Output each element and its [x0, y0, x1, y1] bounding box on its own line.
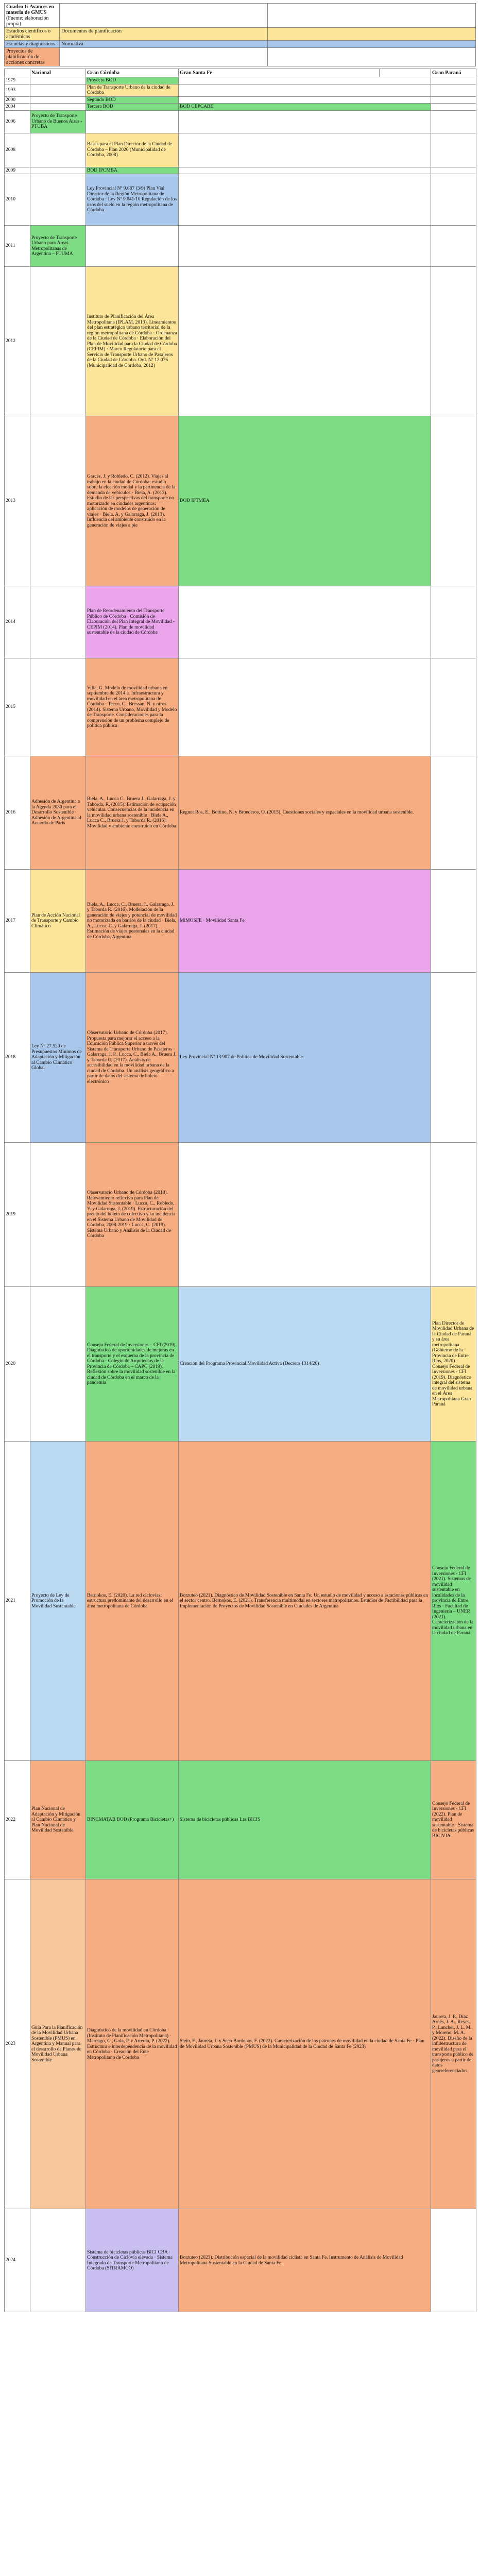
- year-cell: 2012: [5, 267, 30, 416]
- table-row: [5, 267, 476, 416]
- year-cell: 2021: [5, 1442, 30, 1761]
- parana-cell: [431, 174, 476, 226]
- nacional-cell: Guía Para la Planificación de la Movilidad Urbana Sostenible (PMUS) en Argentina y Manual para el desarrollo de Planes de Movilidad Urbana Sostenible: [30, 1879, 86, 2209]
- table-row: [5, 756, 476, 870]
- year-cell: 2009: [5, 167, 30, 174]
- parana-cell: [431, 2209, 476, 2312]
- parana-cell: [431, 77, 476, 84]
- table-row: [5, 1287, 476, 1442]
- nacional-cell: Ley Nº 27.520 de Presupuestos Mínimos de Adaptación y Mitigación al Cambio Climático Global: [30, 973, 86, 1143]
- nacional-cell: [30, 174, 86, 226]
- nacional-cell: Plan Nacional de Adaptación y Mitigación al Cambio Climático y Plan Nacional de Movilidad Sostenible: [30, 1761, 86, 1879]
- timeline-body: [5, 77, 476, 2312]
- santafe-cell: [179, 226, 431, 267]
- year-cell: 2024: [5, 2209, 30, 2312]
- table-row: [5, 1879, 476, 2209]
- santafe-cell: Borzuteo (2023). Distribución espacial de la movilidad ciclista en Santa Fe. Instrumento de Análisis de Movilidad Metropolitana Sustentable en la Ciudad de Santa Fe.: [179, 2209, 431, 2312]
- parana-cell: [431, 586, 476, 658]
- santafe-cell: [179, 167, 431, 174]
- cordoba-cell: [86, 110, 179, 133]
- legend-text: Documentos de planificación: [60, 28, 268, 41]
- table-row: [5, 1143, 476, 1287]
- parana-cell: Jaureta, J. P., Díaz Arnés, J. A., Reyes, P., Lanchet, J. L. M. y Moreno, M. A. (2022). Diseño de la infraestructura de movilidad para el transporte público de pasajeros a partir de datos georreferenciados: [431, 1879, 476, 2209]
- year-cell: 2010: [5, 174, 30, 226]
- parana-cell: [431, 84, 476, 96]
- legend-swatch: Proyectos de planificación de acciones concretas: [5, 48, 60, 66]
- table-row: [5, 973, 476, 1143]
- cordoba-cell: Instituto de Planificación del Área Metropolitana (IPLAM, 2013). Lineamientos del plan estratégico urbano territorial de la región metropolitana de Córdoba · Ordenanza de la Ciudad de Córdoba · Elaboración del Plan de Movilidad para la Ciudad de Córdoba (CEPIM) · Marco Regulatorio para el Servicio de Transporte Urbano de Pasajeros de la Ciudad de Córdoba. Ord. Nº 12.076 (Municipalidad de Córdoba, 2012): [86, 267, 179, 416]
- santafe-cell: Borzuteo (2021). Diagnóstico de Movilidad Sostenible en Santa Fe: Un estudio de movilidad y acceso a estaciones públicas en el sector centro. Bernokos, E. (2021). Transferencia multimodal en sectores metropolitanos. Estudios de Factibilidad para la Implementación de Proyectos de Movilidad Sostenible en Ciudades de Argentina: [179, 1442, 431, 1761]
- nacional-cell: Proyecto de Ley de Promoción de la Movilidad Sustentable: [30, 1442, 86, 1761]
- santafe-cell: BOD IPTMEA: [179, 416, 431, 586]
- year-cell: 1979: [5, 77, 30, 84]
- year-cell: 2014: [5, 586, 30, 658]
- parana-cell: [431, 416, 476, 586]
- santafe-cell: [179, 84, 431, 96]
- legend-swatch: Estudios científicos o académicos: [5, 28, 60, 41]
- cordoba-cell: Ley Provincial Nº 9.687 (3/9) Plan Vial Director de la Región Metropolitana de Córdoba · Ley Nº 9.841/10 Regulación de los usos del suelo en la región metropolitana de Córdoba: [86, 174, 179, 226]
- table-row: [5, 658, 476, 756]
- year-cell: 2017: [5, 870, 30, 973]
- cordoba-cell: Bernokos, E. (2020). La red ciclovías: estructura predominante del desarrollo en el área metropolitana de Córdoba: [86, 1442, 179, 1761]
- nacional-cell: [30, 104, 86, 111]
- table-caption: Cuadro 1: Avances en materia de GMUS: [6, 4, 54, 15]
- parana-cell: Consejo Federal de Inversiones - CFI (2021). Sistemas de movilidad sustentable en localidades de la provincia de Entre Ríos · Facultad de Ingeniería – UNER (2021). Caracterización de la movilidad urbana en la ciudad de Paraná: [431, 1442, 476, 1761]
- nacional-cell: Adhesión de Argentina a la Agenda 2030 para el Desarrollo Sostenible · Adhesión de Argentina al Acuerdo de París: [30, 756, 86, 870]
- nacional-cell: [30, 416, 86, 586]
- year-cell: 2023: [5, 1879, 30, 2209]
- santafe-cell: Stein, F., Jaureta, J. y Seco Bordenas, F. (2022). Caracterización de los patrones de movilidad en la ciudad de Santa Fe · Plan de Movilidad Urbana Sostenible (PMUS) de la Municipalidad de la Ciudad de Santa Fe (2023): [179, 1879, 431, 2209]
- caption-legend-table: [4, 3, 476, 66]
- cordoba-cell: Villa, G. Modelo de movilidad urbana en septiembre de 2014 a. Infraestructura y movilidad en el área metropolitana de Córdoba · Tecco, C., Bressan, N. y otros (2014). Sistema Urbano, Movilidad y Modelo de Transporte. Consideraciones para la comprensión de un problema complejo de política pública: [86, 658, 179, 756]
- legend-swatch: Escuelas y diagnósticos: [5, 41, 60, 48]
- nacional-cell: Proyecto de Transporte Urbano para Áreas Metropolitanas de Argentina – PTUMA: [30, 226, 86, 267]
- table-row: [5, 110, 476, 133]
- nacional-cell: Plan de Acción Nacional de Transporte y Cambio Climático: [30, 870, 86, 973]
- col-parana-header: Gran Paraná: [431, 69, 476, 77]
- cordoba-cell: Segundo BOD: [86, 96, 179, 104]
- year-cell: 2020: [5, 1287, 30, 1442]
- parana-cell: [431, 167, 476, 174]
- table-row: [5, 226, 476, 267]
- table-row: [5, 586, 476, 658]
- parana-cell: [431, 96, 476, 104]
- nacional-cell: [30, 586, 86, 658]
- nacional-cell: Proyecto de Transporte Urbano de Buenos Aires - PTUBA: [30, 110, 86, 133]
- parana-cell: [431, 756, 476, 870]
- table-row: [5, 1442, 476, 1761]
- year-cell: 2015: [5, 658, 30, 756]
- table-row: [5, 77, 476, 84]
- nacional-cell: [30, 96, 86, 104]
- parana-cell: [431, 226, 476, 267]
- nacional-cell: [30, 77, 86, 84]
- santafe-cell: BOD CEPCABE: [179, 104, 431, 111]
- cordoba-cell: Sistema de bicicletas públicas BICI CBA · Construcción de Ciclovía elevada · Sistema Integrado de Transporte Metropolitano de Córdoba (SITRAMCO): [86, 2209, 179, 2312]
- year-cell: 2016: [5, 756, 30, 870]
- year-cell: 2004: [5, 104, 30, 111]
- cordoba-cell: [86, 226, 179, 267]
- cordoba-cell: Plan de Transporte Urbano de la ciudad de Córdoba: [86, 84, 179, 96]
- table-row: [5, 1761, 476, 1879]
- nacional-cell: [30, 1143, 86, 1287]
- santafe-cell: Ley Provincial Nº 13.907 de Política de Movilidad Sustentable: [179, 973, 431, 1143]
- santafe-cell: [179, 267, 431, 416]
- parana-cell: [431, 104, 476, 111]
- cordoba-cell: Consejo Federal de Inversiones – CFI (2019). Diagnóstico de oportunidades de mejoras en el transporte y el esquema de la provincia de Córdoba · Colegio de Arquitectos de la Provincia de Córdoba – CAPC (2019). Reflexión sobre la movilidad sostenible en la ciudad de Córdoba en el marco de la pandemia: [86, 1287, 179, 1442]
- santafe-cell: Creación del Programa Provincial Movilidad Activa (Decreto 1314/20): [179, 1287, 431, 1442]
- year-cell: 2011: [5, 226, 30, 267]
- cordoba-cell: BOD IPCMBA: [86, 167, 179, 174]
- year-cell: 2000: [5, 96, 30, 104]
- table-row: [5, 84, 476, 96]
- year-cell: 2018: [5, 973, 30, 1143]
- santafe-cell: [179, 110, 431, 133]
- nacional-cell: [30, 267, 86, 416]
- nacional-cell: [30, 84, 86, 96]
- year-cell: 2006: [5, 110, 30, 133]
- parana-cell: [431, 110, 476, 133]
- col-nacional-header: Nacional: [30, 69, 86, 77]
- parana-cell: [431, 267, 476, 416]
- table-row: [5, 2209, 476, 2312]
- nacional-cell: [30, 133, 86, 167]
- santafe-cell: [179, 658, 431, 756]
- col-year-header: [5, 69, 30, 77]
- year-cell: 2008: [5, 133, 30, 167]
- parana-cell: [431, 973, 476, 1143]
- santafe-cell: [179, 174, 431, 226]
- cordoba-cell: Tercera BOD: [86, 104, 179, 111]
- nacional-cell: [30, 658, 86, 756]
- col-santafe-header: Gran Santa Fe: [179, 69, 380, 77]
- santafe-cell: Regnut Ros, E., Bottino, N. y Broederos, O. (2015). Cuestiones sociales y espaciales en la movilidad urbana sostenible.: [179, 756, 431, 870]
- parana-cell: Plan Director de Movilidad Urbana de la Ciudad de Paraná y su área metropolitana (Gobierno de la Provincia de Entre Ríos, 2020) · Consejo Federal de Inversiones - CFI (2019). Diagnóstico integral del sistema de movilidad urbana en el Área Metropolitana Gran Paraná: [431, 1287, 476, 1442]
- timeline-table: [4, 69, 476, 2312]
- year-cell: 2013: [5, 416, 30, 586]
- cordoba-cell: Diagnóstico de la movilidad en Córdoba (Instituto de Planificación Metropolitana) · Marengo, C., Gola, P. y Arreola, P. (2022). Estructura e interdependencia de la movilidad en Córdoba · Creación del Ente Metropolitano de Córdoba: [86, 1879, 179, 2209]
- santafe-cell: MiMOSFE · Movilidad Santa Fe: [179, 870, 431, 973]
- santafe-cell: [179, 1143, 431, 1287]
- santafe-cell: Sistema de bicicletas públicas Las BICIS: [179, 1761, 431, 1879]
- table-row: [5, 104, 476, 111]
- cordoba-cell: Bases para el Plan Director de la Ciudad de Córdoba – Plan 2020 (Municipalidad de Córdoba, 2008): [86, 133, 179, 167]
- table-source: (Fuente: elaboración propia): [6, 15, 49, 27]
- nacional-cell: [30, 2209, 86, 2312]
- header-row: [5, 69, 476, 77]
- legend-text: Normativa: [60, 41, 268, 48]
- table-row: [5, 174, 476, 226]
- table-row: [5, 96, 476, 104]
- table-row: [5, 167, 476, 174]
- table-row: [5, 133, 476, 167]
- cordoba-cell: BINCMATAB BOD (Programa Bicicletas+): [86, 1761, 179, 1879]
- parana-cell: [431, 1143, 476, 1287]
- year-cell: 1993: [5, 84, 30, 96]
- cordoba-cell: Biela, A., Lucca, C., Bruera, J., Galarraga, J. y Taborda R. (2016). Modelación de la generación de viajes y potencial de movilidad no motorizada en barrios de la ciudad · Biela, A., Lucca, C. y Galarraga, J. (2017). Estimación de viajes peatonales en la ciudad de Córdoba, Argentina: [86, 870, 179, 973]
- santafe-cell: [179, 586, 431, 658]
- col-cordoba-header: Gran Córdoba: [86, 69, 179, 77]
- nacional-cell: [30, 167, 86, 174]
- cordoba-cell: Biela, A., Lucca C., Bruera J., Galarraga, J. y Taborda, R. (2015). Estimación de ocupación vehicular. Consecuencias de la incidencia en la movilidad urbana sostenible · Biela A., Lucca C., Bruera J. y Taborda R. (2016). Movilidad y ambiente construido en Córdoba: [86, 756, 179, 870]
- year-cell: 2019: [5, 1143, 30, 1287]
- nacional-cell: [30, 1287, 86, 1442]
- parana-cell: [431, 658, 476, 756]
- cordoba-cell: Observatorio Urbano de Córdoba (2018). Relevamiento reflexivo para Plan de Movilidad Sustentable · Lucca, C., Robledo, Y. y Galarraga, J. (2019). Estructuración del precio del boleto de colectivo y su incidencia en el Sistema Urbano de Movilidad de Córdoba, 2008-2019 · Lucca, C. (2019). Sistema Urbano y Análisis de la Ciudad de Córdoba: [86, 1143, 179, 1287]
- document-sheet: [4, 3, 476, 2312]
- santafe-cell: [179, 133, 431, 167]
- caption-cell: [5, 4, 60, 28]
- parana-cell: [431, 133, 476, 167]
- cordoba-cell: Observatorio Urbano de Córdoba (2017). Propuesta para mejorar el acceso a la Educación Pública Superior a través del Sistema de Transporte Urbano de Pasajeros · Galarraga, J. P., Lucca, C., Biela A., Bruera J. y Taborda R. (2017). Análisis de accesibilidad en la movilidad urbana de la ciudad de Córdoba. Un análisis geográfico a partir de datos del sistema de boleto electrónico: [86, 973, 179, 1143]
- cordoba-cell: Proyecto BOD: [86, 77, 179, 84]
- parana-cell: Consejo Federal de Inversiones - CFI (2022). Plan de movilidad sustentable · Sistema de bicicletas públicas BICIVIA: [431, 1761, 476, 1879]
- table-row: [5, 416, 476, 586]
- cordoba-cell: Garcés, J. y Robledo, C. (2012). Viajes al trabajo en la ciudad de Córdoba: estudio sobre la elección modal y la pertinencia de la demanda de vehículos · Biela, A. (2013). Estudio de las perspectivas del transporte no motorizado en ciudades argentinas: aplicación de modelos de generación de viajes · Biela, A. y Galarraga, J. (2013). Influencia del ambiente construido en la generación de viajes a pie: [86, 416, 179, 586]
- parana-cell: [431, 870, 476, 973]
- cordoba-cell: Plan de Reordenamiento del Transporte Público de Córdoba · Comisión de Elaboración del Plan Integral de Movilidad - CEPIM (2014). Plan de movilidad sustentable de la ciudad de Córdoba: [86, 586, 179, 658]
- santafe-cell: [179, 77, 431, 84]
- santafe-cell: [179, 96, 431, 104]
- year-cell: 2022: [5, 1761, 30, 1879]
- table-row: [5, 870, 476, 973]
